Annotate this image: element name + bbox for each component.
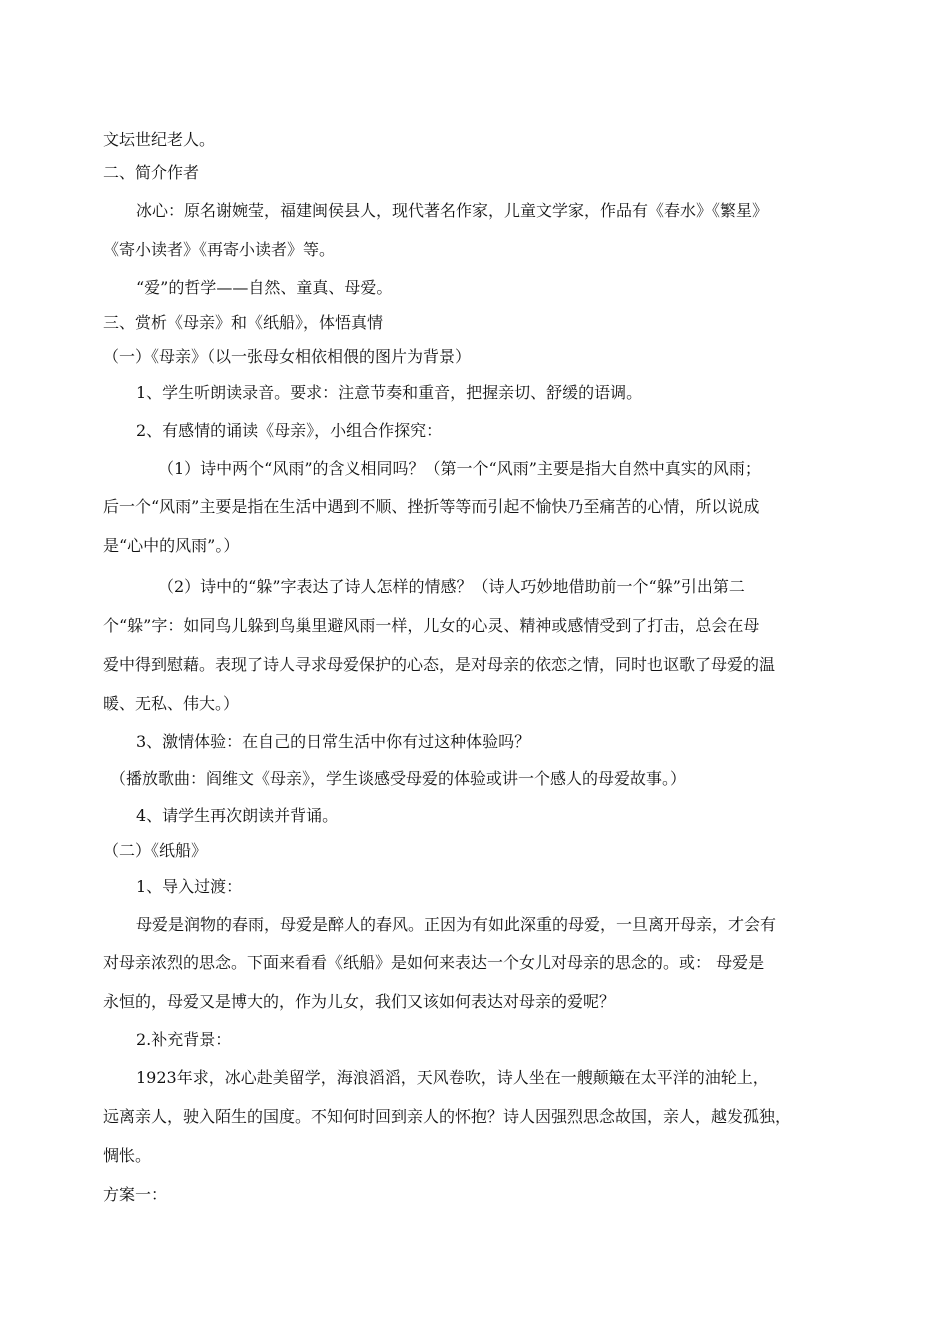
text-line: 《寄小读者》《再寄小读者》等。	[103, 240, 336, 259]
text-line: 2、有感情的诵读《母亲》，小组合作探究：	[136, 421, 443, 440]
text-line: 爱中得到慰藉。表现了诗人寻求母爱保护的心态，是对母亲的依恋之情，同时也讴歌了母爱的温	[103, 655, 776, 674]
text-line: 是“心中的风雨”。）	[103, 536, 240, 555]
text-line: （播放歌曲：阎维文《母亲》，学生谈感受母爱的体验或讲一个感人的母爱故事。）	[110, 769, 687, 788]
text-line: 1、导入过渡：	[136, 877, 243, 896]
text-line: 永恒的，母爱又是博大的，作为儿女，我们又该如何表达对母亲的爱呢？	[103, 992, 616, 1011]
section-heading: 二、简介作者	[103, 163, 200, 182]
text-line: 后一个“风雨”主要是指在生活中遇到不顺、挫折等等而引起不愉快乃至痛苦的心情，所以说成	[103, 497, 760, 516]
text-line: 1、学生听朗读录音。要求：注意节奏和重音，把握亲切、舒缓的语调。	[136, 383, 643, 402]
text-line: 对母亲浓烈的思念。下面来看看《纸船》是如何来表达一个女儿对母亲的思念的。或： 母爱是	[103, 953, 765, 972]
text-line: 2.补充背景：	[136, 1030, 232, 1049]
text-line: 远离亲人，驶入陌生的国度。不知何时回到亲人的怀抱？诗人因强烈思念故国，亲人，越发孤独，	[103, 1107, 792, 1126]
subsection-heading: （二）《纸船》	[103, 841, 208, 860]
text-line: 文坛世纪老人。	[103, 130, 216, 149]
text-line: 惆怅。	[103, 1146, 152, 1165]
text-line: “爱”的哲学——自然、童真、母爱。	[136, 278, 393, 297]
text-line: 母爱是润物的春雨，母爱是醉人的春风。正因为有如此深重的母爱，一旦离开母亲，才会有	[136, 915, 777, 934]
text-line: 冰心：原名谢婉莹，福建闽侯县人，现代著名作家，儿童文学家，作品有《春水》《繁星》	[136, 201, 769, 220]
text-line: 个“躲”字：如同鸟儿躲到鸟巢里避风雨一样，儿女的心灵、精神或感情受到了打击，总会在母	[103, 616, 760, 635]
text-line: （2）诗中的“躲”字表达了诗人怎样的情感？（诗人巧妙地借助前一个“躲”引出第二	[158, 577, 745, 596]
section-heading: 方案一：	[103, 1185, 168, 1204]
text-line: 暖、无私、伟大。）	[103, 694, 240, 713]
subsection-heading: （一）《母亲》（以一张母女相依相偎的图片为背景）	[103, 347, 472, 366]
text-line: 4、请学生再次朗读并背诵。	[136, 806, 339, 825]
text-line: 1923年求，冰心赴美留学，海浪滔滔，天风卷吹，诗人坐在一艘颠簸在太平洋的油轮上，	[136, 1068, 769, 1087]
text-line: （1）诗中两个“风雨”的含义相同吗？（第一个“风雨”主要是指大自然中真实的风雨；	[158, 459, 761, 478]
section-heading: 三、赏析《母亲》和《纸船》，体悟真情	[103, 313, 384, 332]
text-line: 3、激情体验：在自己的日常生活中你有过这种体验吗？	[136, 732, 531, 751]
